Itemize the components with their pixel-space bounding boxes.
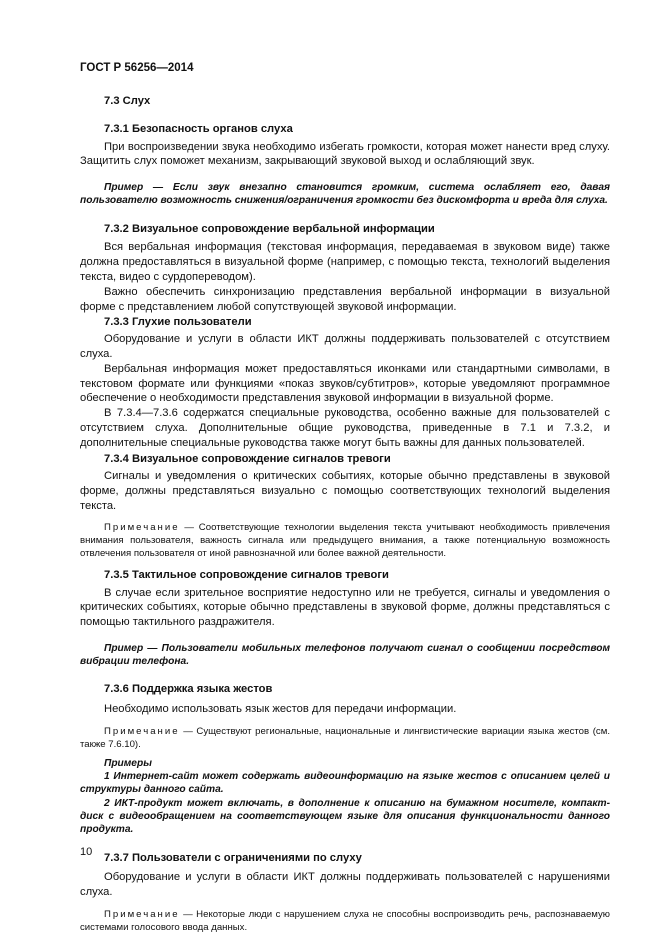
note-text: — Соответствующие технологии выделения текста учитывают необходимость привлечения внимания пользователя, важность сигнала или предыдущего внимания, а также потенциальную возможность отвлечения пользователя от иной равнозначной или более важной деятельности. (80, 521, 610, 559)
example-7-3-6-2: 2 ИКТ-продукт может включать, в дополнение к описанию на бумажном носителе, компакт-диск с видеообращением на соответствующем языке для описания функциональности данного продукта. (80, 797, 610, 835)
section-7-3-5-title: 7.3.5 Тактильное сопровождение сигналов тревоги (104, 568, 389, 581)
section-7-3-7-paragraph-1: Оборудование и услуги в области ИКТ должны поддерживать пользователей с нарушениями слуха. (80, 870, 610, 898)
note-label: Примечание (104, 908, 180, 920)
section-7-3-1-title: 7.3.1 Безопасность органов слуха (104, 122, 293, 135)
standard-header: ГОСТ Р 56256—2014 (80, 62, 194, 74)
section-7-3-6-paragraph-1: Необходимо использовать язык жестов для передачи информации. (104, 703, 457, 716)
section-7-3-3-title: 7.3.3 Глухие пользователи (104, 316, 252, 329)
note-text: — Существуют региональные, национальные и лингвистические вариации языка жестов (см. также 7.6.10). (80, 725, 610, 750)
section-7-3-5-paragraph-1: В случае если зрительное восприятие недоступно или не требуется, сигналы и уведомления о критических событиях, которые обычно представлены в звуковой форме, должны представляться с помощью тактильного раздражителя. (80, 586, 610, 629)
page-content (80, 94, 610, 934)
section-7-3-7-note (80, 908, 610, 934)
example-7-3-6-1: 1 Интернет-сайт может содержать видеоинформацию на языке жестов с описанием целей и структуры данного сайта. (80, 771, 610, 796)
section-7-3-7-title: 7.3.7 Пользователи с ограничениями по слуху (104, 852, 362, 865)
section-7-3-3-paragraph-1: Оборудование и услуги в области ИКТ должны поддерживать пользователей с отсутствием слуха. (80, 333, 610, 360)
example-7-3-1: Пример — Если звук внезапно становится громким, система ослабляет его, давая пользователю возможность снижения/ограничения громкости без дискомфорта и вреда для слуха. (80, 182, 610, 207)
note-text: — Некоторые люди с нарушением слуха не способны воспроизводить речь, распознаваемую системами голосового ввода данных. (80, 908, 610, 933)
section-7-3-3-paragraph-3: В 7.3.4—7.3.6 содержатся специальные руководства, особенно важные для пользователей с отсутствием слуха. Дополнительные общие руководства, приведенные в 7.1 и 7.3.2, и дополнительные специальные руководства также могут быть важны для данных пользователей. (80, 407, 610, 449)
section-7-3-4-title: 7.3.4 Визуальное сопровождение сигналов тревоги (104, 452, 391, 465)
example-7-3-5: Пример — Пользователи мобильных телефонов получают сигнал о сообщении посредством вибрации телефона. (80, 642, 610, 668)
section-7-3-3-paragraph-2: Вербальная информация может предоставляться иконками или стандартными символами, в текстовом формате или функциями «показ звуков/субтитров», которые уведомляют программное обеспечение о необходимости представления звуковой информации в визуальной форме. (80, 362, 610, 405)
section-7-3-2-title: 7.3.2 Визуальное сопровождение вербальной информации (104, 222, 435, 235)
section-7-3-4-note (80, 521, 610, 560)
section-7-3-6-note (80, 725, 610, 751)
section-7-3-1-text: При воспроизведении звука необходимо избегать громкости, которая может нанести вред слуху. Защитить слух поможет механизм, закрывающий звуковой выход и ослабляющий звук. (80, 140, 610, 168)
note-label: Примечание (104, 725, 180, 737)
section-7-3-title: 7.3 Слух (104, 95, 151, 107)
section-7-3-2-paragraph-1: Вся вербальная информация (текстовая информация, передаваемая в звуковом виде) также должна предоставляться в визуальной форме (например, с помощью текста, технологий выделения текста, видео с сурдопереводом). (80, 241, 610, 283)
page-number: 10 (80, 846, 93, 858)
section-7-3-4-paragraph-1: Сигналы и уведомления о критических событиях, которые обычно представлены в звуковой форме, должны представляться визуально с помощью соответствующих технологий выделения текста. (80, 470, 610, 512)
examples-title: Примеры (104, 757, 152, 769)
section-7-3-2-paragraph-2: Важно обеспечить синхронизацию представления вербальной информации в визуальной форме с представлением любой сопутствующей звуковой информации. (80, 285, 610, 313)
note-label: Примечание (104, 521, 180, 533)
section-7-3-6-title: 7.3.6 Поддержка языка жестов (104, 683, 273, 696)
